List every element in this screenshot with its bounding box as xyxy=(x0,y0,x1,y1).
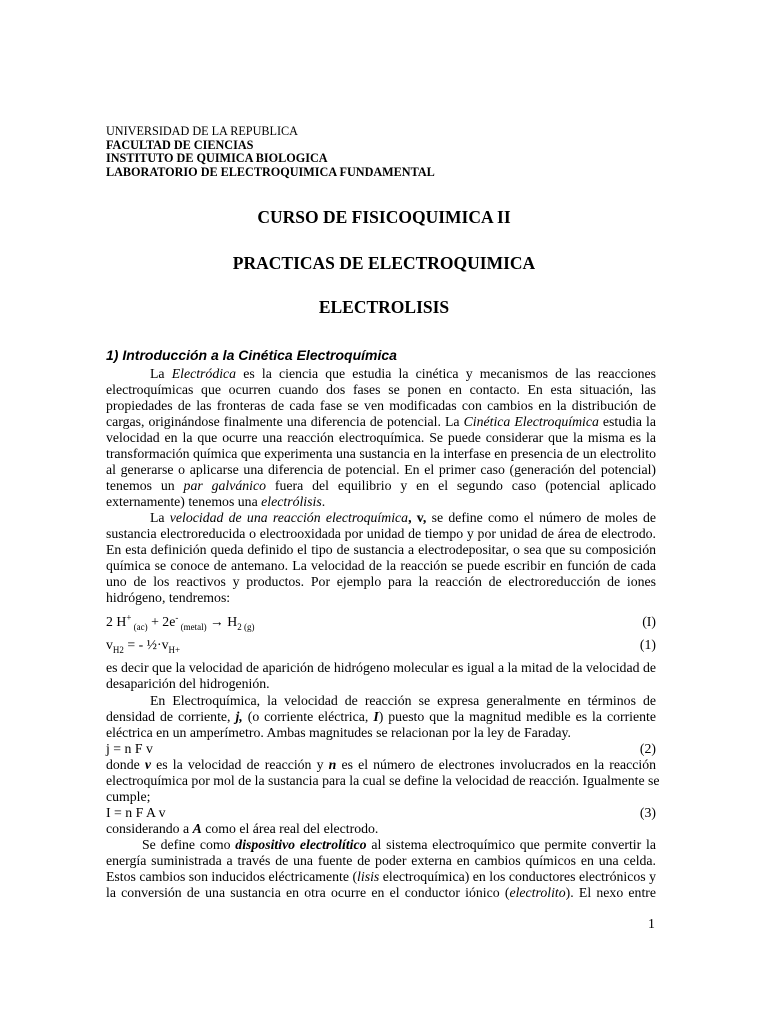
paragraph-line: La velocidad de una reacción electroquímica, v, se define como el número de moles de xyxy=(150,510,656,525)
equation-number: (2) xyxy=(639,741,656,756)
topic-title: ELECTROLISIS xyxy=(318,297,450,317)
paragraph-line: cargas, originándose finalmente una diferencia de potencial. La Cinética Electroquímica estudia la xyxy=(106,414,656,429)
page-number: 1 xyxy=(648,916,655,931)
reaction-equation: 2 H+ $_{(ac)}$ + 2e- $_{(metal)} \to H_2$ $_{(g)}$ xyxy=(106,612,255,632)
paragraph-line: propiedades de las fronteras de cada fase se ven modificadas con cambios en la distribución de xyxy=(106,398,656,413)
institute-line: INSTITUTO DE QUIMICA BIOLOGICA xyxy=(106,151,328,166)
paragraph-line: al generarse o aplicarse una diferencia de potencial. En el primer caso (generación del potencial) xyxy=(106,462,656,477)
paragraph-line: La Electródica es la ciencia que estudia la cinética y mecanismos de las reacciones xyxy=(150,366,656,381)
institution-header xyxy=(106,125,435,179)
paragraph-line: uno de los reactivos y productos. Por ejemplo para la reacción de electroreducción de iones xyxy=(106,574,656,589)
paragraph-line: considerando a A como el área real del electrodo. xyxy=(106,821,379,836)
paragraph-line: densidad de corriente, j, (o corriente eléctrica, I) puesto que la magnitud medible es la corriente xyxy=(106,709,656,724)
paragraph-line: cumple; xyxy=(106,789,151,804)
faculty-line: FACULTAD DE CIENCIAS xyxy=(106,137,254,152)
velocity-equation: $v_{H2}$ = - $\frac{1}{2}\cdot v_{H+}$ xyxy=(106,637,181,655)
paragraph-line: En esta definición queda definido el tipo de sustancia a electrodepositar, o sea que su composición xyxy=(106,542,656,557)
paragraph-line: electroquímica por mol de la sustancia para la cual se define la velocidad de reacción. Igualmente se xyxy=(106,773,660,788)
paragraph-line: química se conoce de antemano. La velocidad de la reacción se puede escribir en función de cada xyxy=(106,558,656,573)
paragraph-line: la conversión de una sustancia en otra ocurre en el conductor iónico (electrolito). El nexo entre xyxy=(106,885,656,900)
paragraph-line: Se define como dispositivo electrolítico al sistema electroquímico que permite convertir la xyxy=(142,837,656,852)
course-title: CURSO DE FISICOQUIMICA II xyxy=(257,207,511,227)
current-equation: I = n F A v xyxy=(106,805,166,820)
paragraph-line: electroquímicas que ocurren cuando dos fases se ponen en contacto. En esta situación, las xyxy=(106,382,656,397)
paragraph-line: externamente) tenemos una electrólisis. xyxy=(106,494,326,509)
university-line: UNIVERSIDAD DE LA REPUBLICA xyxy=(106,124,298,138)
equation-number: (3) xyxy=(639,805,656,820)
paragraph-line: velocidad en la que ocurre una reacción electroquímica. Se puede considerar que la misma es la xyxy=(106,430,656,445)
faraday-equation: j = n F v xyxy=(106,741,153,756)
paragraph-line: Estos cambios son inducidos eléctricamente (lisis electroquímica) en los conductores electrónicos y xyxy=(106,869,656,884)
section-heading: 1) Introducción a la Cinética Electroquímica xyxy=(106,347,397,363)
paragraph-line: tenemos un par galvánico fuera del equilibrio y en el segundo caso (potencial aplicado xyxy=(106,478,656,493)
equation-number: (1) xyxy=(639,637,656,652)
paragraph-line: donde v es la velocidad de reacción y n es el número de electrones involucrados en la reacción xyxy=(106,757,656,772)
paragraph-line: desaparición del hidrogenión. xyxy=(106,676,270,691)
paragraph-line: eléctrica en un amperímetro. Ambas magnitudes se relacionan por la ley de Faraday. xyxy=(106,725,571,740)
practicas-title: PRACTICAS DE ELECTROQUIMICA xyxy=(232,253,536,273)
paragraph-line: transformación química que experimenta una sustancia en la interfase en presencia de un electrolito xyxy=(106,446,656,461)
paragraph-line: energía suministrada a través de una fuente de poder externa en cambios químicos en una celda. xyxy=(106,853,656,868)
laboratory-line: LABORATORIO DE ELECTROQUIMICA FUNDAMENTAL xyxy=(106,164,435,179)
paragraph-line: es decir que la velocidad de aparición de hidrógeno molecular es igual a la mitad de la velocidad de xyxy=(106,660,656,675)
equation-number: (I) xyxy=(642,614,656,629)
paragraph-line: En Electroquímica, la velocidad de reacción se expresa generalmente en términos de xyxy=(150,693,656,708)
paragraph-line: sustancia electroreducida o electrooxidada por unidad de tiempo y por unidad de área de electrodo. xyxy=(106,526,656,541)
paragraph-line: hidrógeno, tendremos: xyxy=(106,590,231,605)
